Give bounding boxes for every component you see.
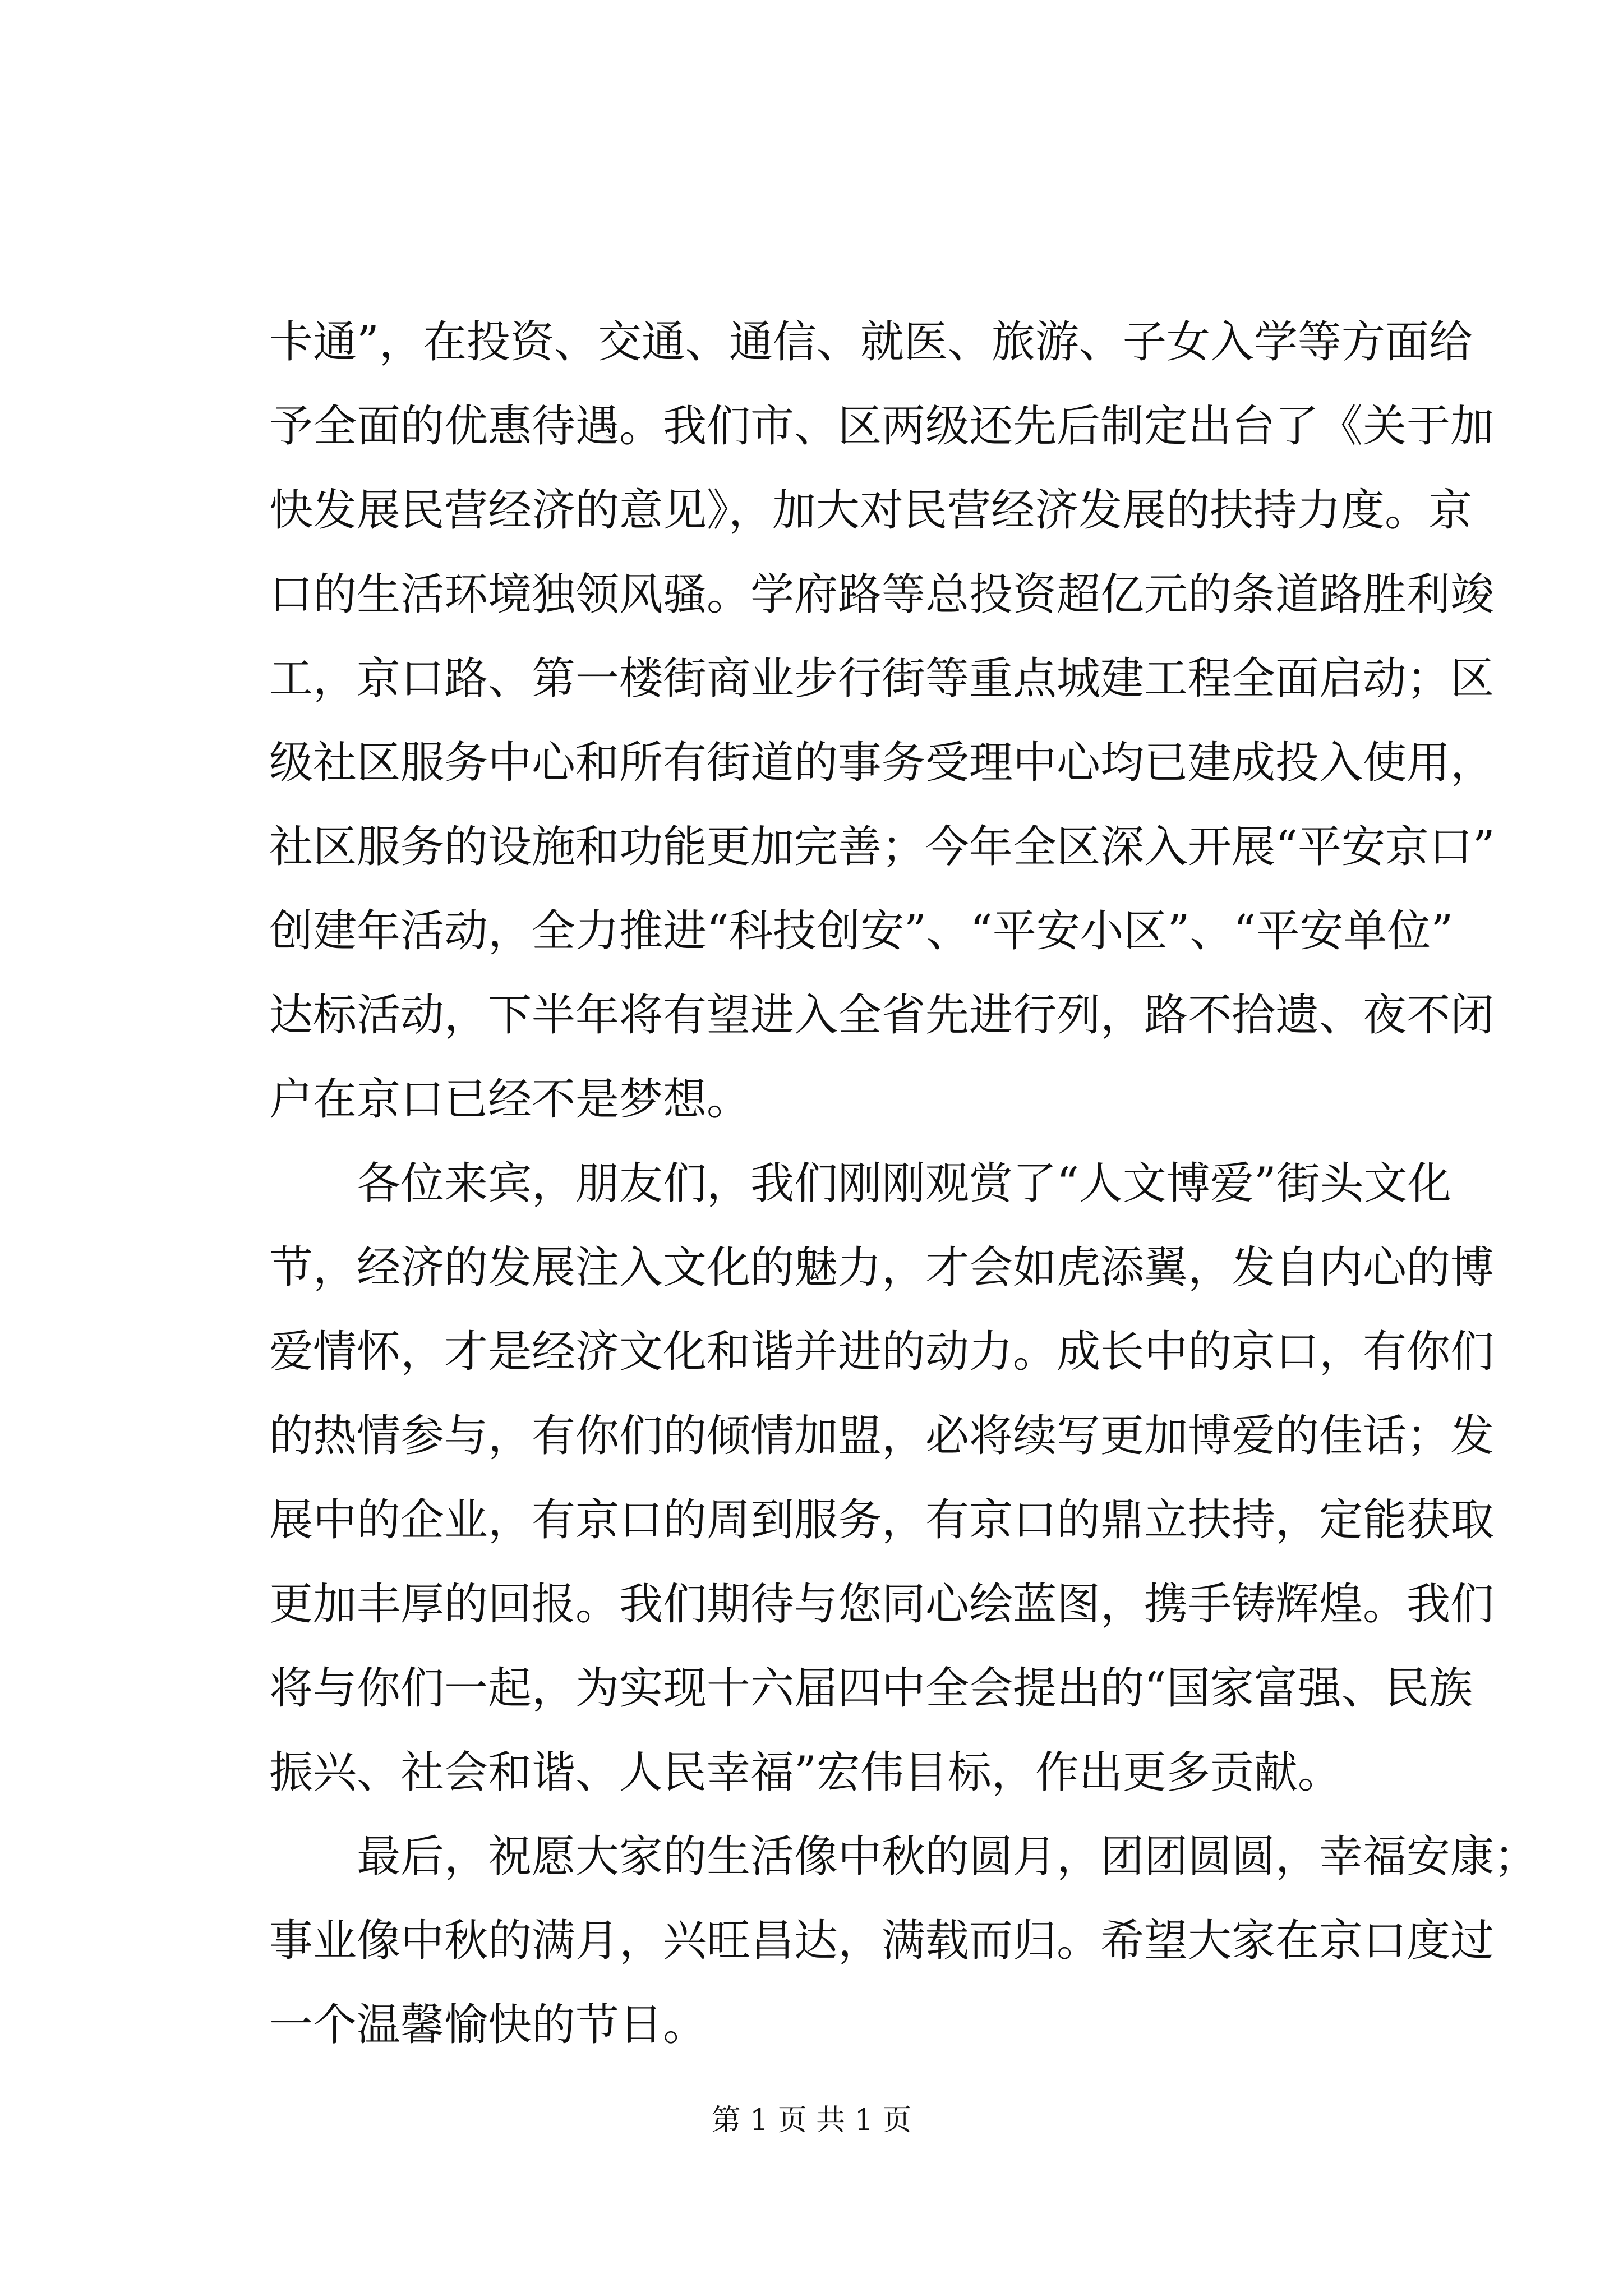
text-line: 户在京口已经不是梦想。 bbox=[269, 1074, 751, 1125]
text-line: 工，京口路、第一楼街商业步行街等重点城建工程全面启动；区 bbox=[269, 654, 1495, 704]
text-line: 予全面的优惠待遇。我们市、区两级还先后制定出台了《关于加 bbox=[269, 401, 1495, 452]
page-number-footer: 第 1 页 共 1 页 bbox=[711, 2104, 912, 2137]
text-line: 各位来宾，朋友们，我们刚刚观赏了“人文博爱”街头文化 bbox=[357, 1158, 1451, 1209]
text-line: 口的生活环境独领风骚。学府路等总投资超亿元的条道路胜利竣 bbox=[269, 569, 1495, 620]
text-line: 一个温馨愉快的节日。 bbox=[269, 2000, 707, 2050]
text-line: 卡通”，在投资、交通、通信、就医、旅游、子女入学等方面给 bbox=[269, 317, 1473, 367]
text-line: 的热情参与，有你们的倾情加盟，必将续写更加博爱的佳话；发 bbox=[269, 1411, 1495, 1461]
text-line: 事业像中秋的满月，兴旺昌达，满载而归。希望大家在京口度过 bbox=[269, 1916, 1495, 1966]
text-line: 社区服务的设施和功能更加完善；今年全区深入开展“平安京口” bbox=[269, 822, 1495, 872]
document-body bbox=[269, 300, 1538, 2067]
text-line: 最后，祝愿大家的生活像中秋的圆月，团团圆圆，幸福安康； bbox=[357, 1832, 1538, 1882]
text-line: 达标活动，下半年将有望进入全省先进行列，路不拾遗、夜不闭 bbox=[269, 990, 1495, 1041]
text-line: 将与你们一起，为实现十六届四中全会提出的“国家富强、民族 bbox=[269, 1663, 1473, 1714]
text-line: 爱情怀，才是经济文化和谐并进的动力。成长中的京口，有你们 bbox=[269, 1327, 1495, 1377]
text-line: 快发展民营经济的意见》，加大对民营经济发展的扶持力度。京 bbox=[269, 485, 1473, 536]
text-line: 创建年活动，全力推进“科技创安”、“平安小区”、“平安单位” bbox=[269, 906, 1454, 956]
text-line: 更加丰厚的回报。我们期待与您同心绘蓝图，携手铸辉煌。我们 bbox=[269, 1579, 1495, 1630]
text-line: 振兴、社会和谐、人民幸福”宏伟目标，作出更多贡献。 bbox=[269, 1747, 1341, 1798]
text-line: 节，经济的发展注入文化的魅力，才会如虎添翼，发自内心的博 bbox=[269, 1243, 1495, 1293]
text-line: 级社区服务中心和所有街道的事务受理中心均已建成投入使用， bbox=[269, 738, 1495, 788]
text-line: 展中的企业，有京口的周到服务，有京口的鼎立扶持，定能获取 bbox=[269, 1495, 1495, 1545]
